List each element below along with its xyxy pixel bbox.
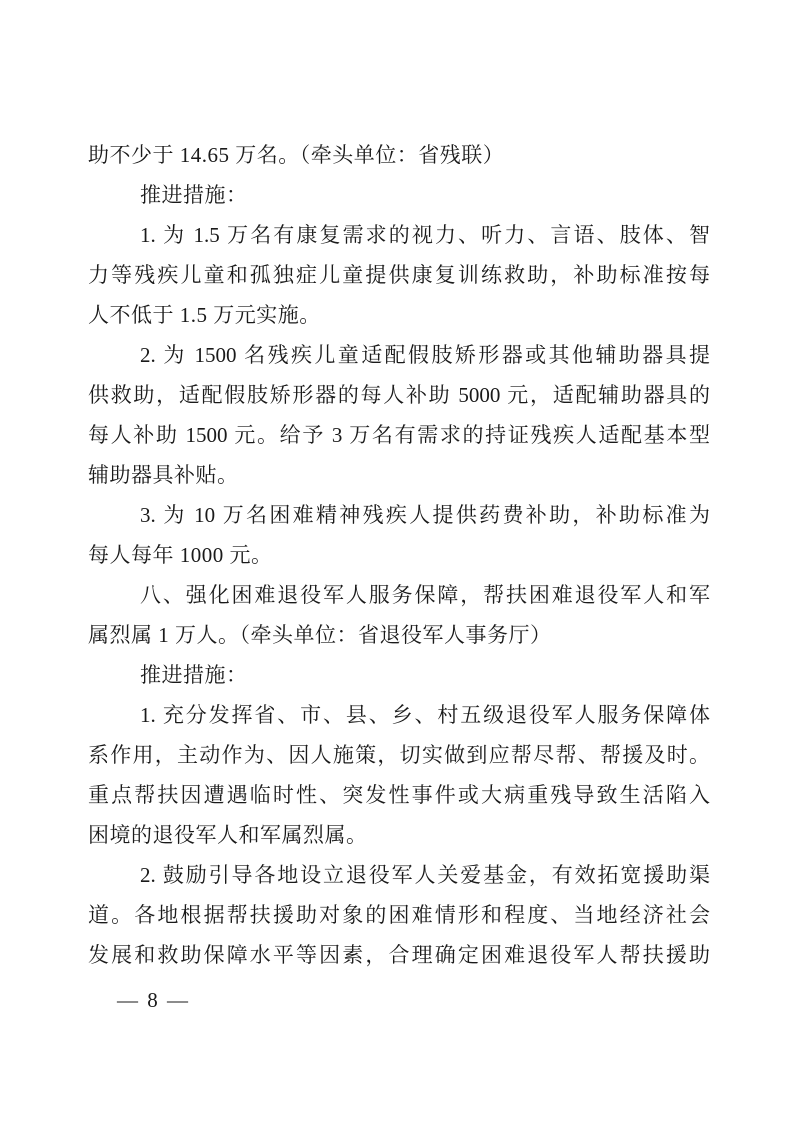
page-number-footer: — 8 — — [117, 988, 190, 1012]
text-line: 辅助器具补贴。 — [88, 463, 239, 487]
text-line: 发展和救助保障水平等因素，合理确定困难退役军人帮扶援助 — [88, 943, 710, 967]
text-line: 人不低于 1.5 万元实施。 — [88, 303, 321, 327]
text-line: 重点帮扶因遭遇临时性、突发性事件或大病重残导致生活陷入 — [88, 783, 710, 807]
text-line: 推进措施： — [140, 663, 248, 687]
text-line: 力等残疾儿童和孤独症儿童提供康复训练救助，补助标准按每 — [88, 263, 710, 287]
text-line: 推进措施： — [140, 183, 248, 207]
text-line: 1. 充分发挥省、市、县、乡、村五级退役军人服务保障体 — [140, 703, 710, 727]
text-line: 八、强化困难退役军人服务保障，帮扶困难退役军人和军 — [140, 583, 710, 607]
text-line: 每人补助 1500 元。给予 3 万名有需求的持证残疾人适配基本型 — [88, 423, 710, 447]
text-line: 系作用，主动作为、因人施策，切实做到应帮尽帮、帮援及时。 — [88, 743, 710, 767]
text-line: 道。各地根据帮扶援助对象的困难情形和程度、当地经济社会 — [88, 903, 710, 927]
text-line: 困境的退役军人和军属烈属。 — [88, 823, 368, 847]
text-line: 每人每年 1000 元。 — [88, 543, 273, 567]
text-line: 属烈属 1 万人。（牵头单位：省退役军人事务厅） — [88, 623, 552, 647]
text-line: 1. 为 1.5 万名有康复需求的视力、听力、言语、肢体、智 — [140, 223, 710, 247]
document-body — [88, 135, 710, 975]
text-line: 2. 鼓励引导各地设立退役军人关爱基金，有效拓宽援助渠 — [140, 863, 710, 887]
text-line: 3. 为 10 万名困难精神残疾人提供药费补助，补助标准为 — [140, 503, 710, 527]
text-line: 2. 为 1500 名残疾儿童适配假肢矫形器或其他辅助器具提 — [140, 343, 710, 367]
text-line: 助不少于 14.65 万名。（牵头单位：省残联） — [88, 143, 505, 167]
text-line: 供救助，适配假肢矫形器的每人补助 5000 元，适配辅助器具的 — [88, 383, 710, 407]
